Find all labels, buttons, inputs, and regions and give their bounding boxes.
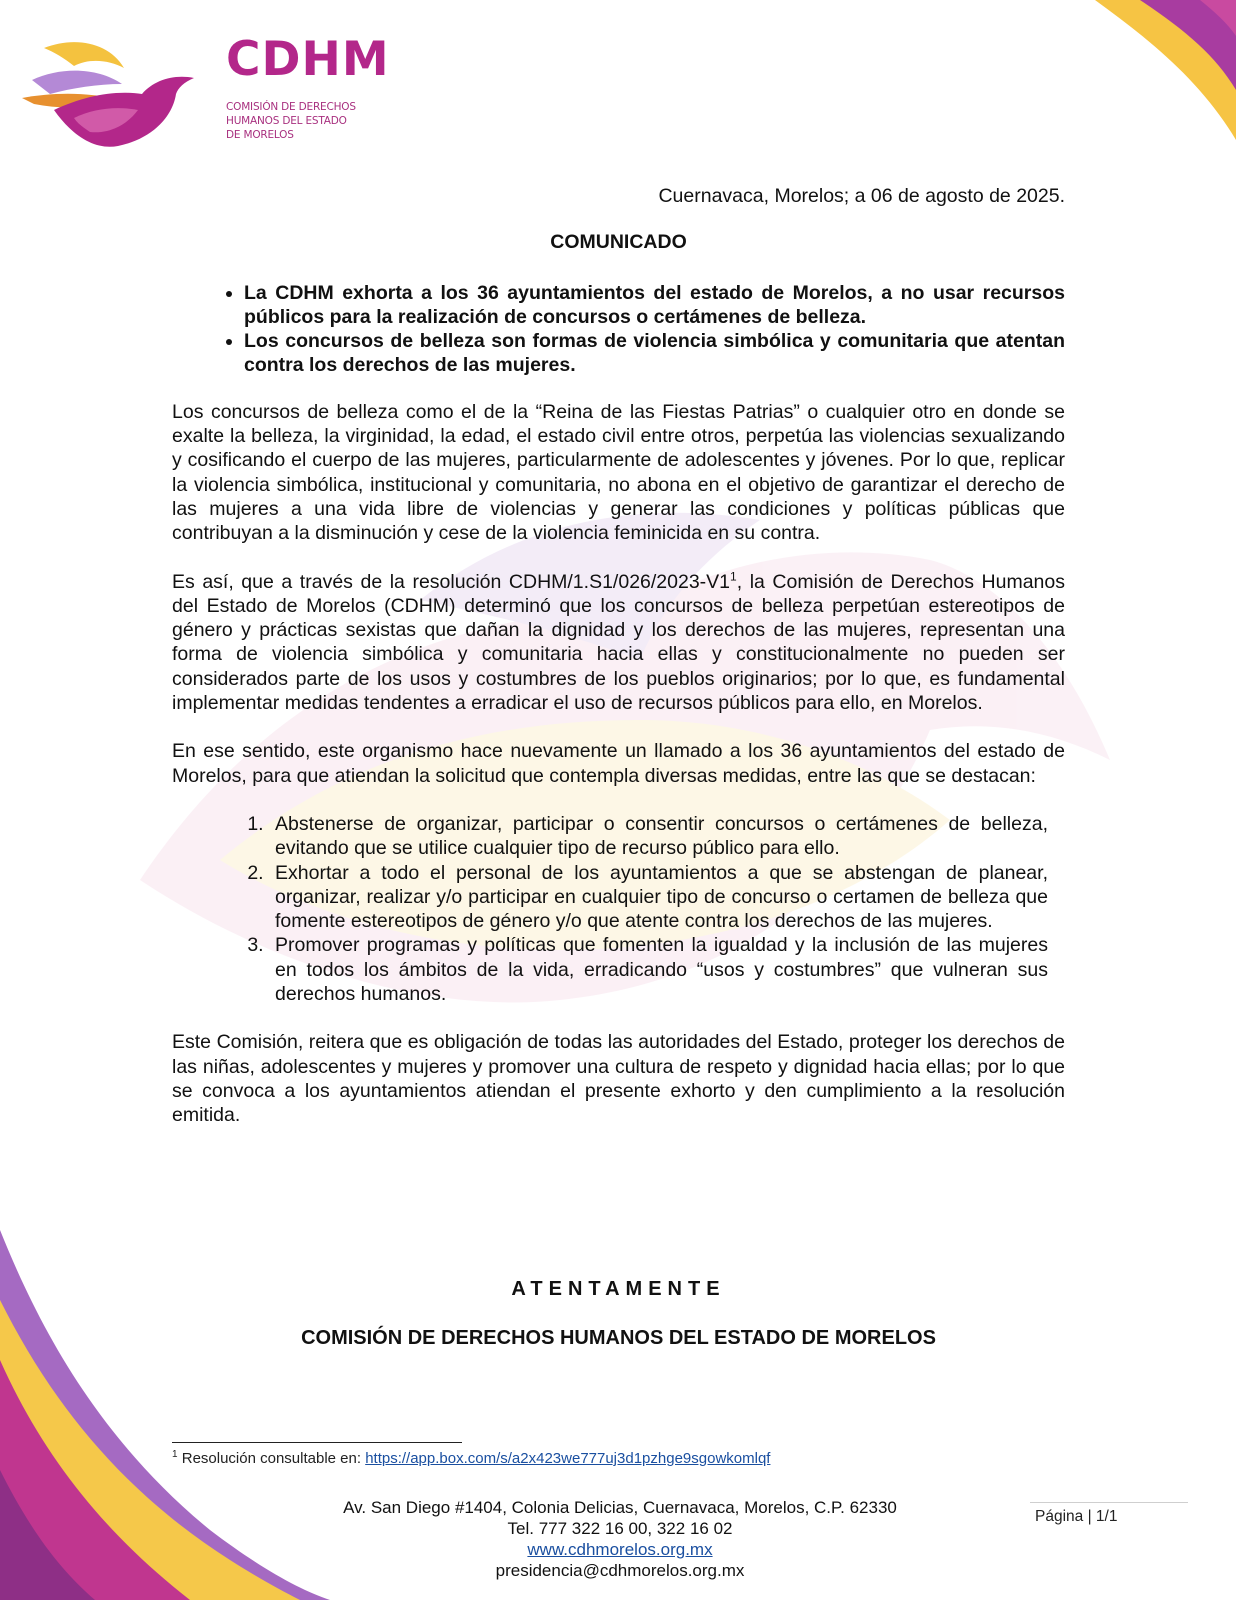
document-body bbox=[172, 184, 1065, 1128]
page-number: Página | 1/1 bbox=[1035, 1508, 1118, 1525]
paragraph-2 bbox=[172, 570, 1065, 716]
paragraph-1: Los concursos de belleza como el de la “Reina de las Fiestas Patrias” o cualquier otro en donde se exalte la belleza, la virginidad, la edad, el estado civil entre otros, perpetúa las violencias sexualizando y cosificando el cuerpo de las mujeres, particularmente de adolescentes y jóvenes. Por lo que, replicar la violencia simbólica, institucional y comunitaria, no abona en el objetivo de garantizar el derecho de las mujeres a una vida libre de violencias y generar las condiciones y políticas públicas que contribuyan a la disminución y cese de la violencia feminicida en su contra. bbox=[172, 400, 1065, 545]
footer-website-link[interactable]: www.cdhmorelos.org.mx bbox=[527, 1540, 713, 1559]
page-number-divider bbox=[1030, 1502, 1188, 1503]
footer-phone: Tel. 777 322 16 00, 322 16 02 bbox=[507, 1519, 733, 1538]
highlight-item: • Los concursos de belleza son formas de violencia simbólica y comunitaria que atentan contra los derechos de las mujeres. bbox=[244, 329, 1065, 378]
paragraph-4: Este Comisión, reitera que es obligación de todas las autoridades del Estado, proteger los derechos de las niñas, adolescentes y mujeres y promover una cultura de respeto y dignidad hacia ellas; por lo que se convoca a los ayuntamientos atiendan el presente exhorto y den cumplimiento a la resolución emitida. bbox=[172, 1031, 1065, 1127]
cdhm-logo bbox=[14, 32, 414, 156]
paragraph-2-text-cont: , la Comisión de Derechos Humanos del Estado de Morelos (CDHM) determinó que los concursos de belleza perpetúan estereotipos de género y prácticas sexistas que dañan la dignidad y los derechos de las mujeres, representan una forma de violencia simbólica y comunitaria hacia ellas y constitucionalmente no pueden ser considerados parte de los usos y costumbres de los pueblos originarios; por lo que, es fundamental implementar medidas tendentes a erradicar el uso de recursos públicos para ello, en Morelos. bbox=[172, 570, 1065, 715]
logo-subtitle-line: DE MORELOS bbox=[226, 129, 294, 141]
footer bbox=[280, 1497, 960, 1581]
logo-subtitle-line: COMISIÓN DE DERECHOS bbox=[226, 101, 356, 113]
footer-address: Av. San Diego #1404, Colonia Delicias, Cuernavaca, Morelos, C.P. 62330 bbox=[343, 1498, 897, 1517]
footnote-text: Resolución consultable en: bbox=[177, 1450, 366, 1467]
dove-logo-icon bbox=[14, 36, 214, 156]
date-line: Cuernavaca, Morelos; a 06 de agosto de 2025. bbox=[658, 185, 1065, 207]
paragraph-2-text: Es así, que a través de la resolución CDHM/1.S1/026/2023-V1 bbox=[172, 570, 731, 593]
footnote-divider bbox=[172, 1442, 462, 1443]
logo-subtitle-line: HUMANOS DEL ESTADO bbox=[226, 115, 347, 127]
paragraph-3: En ese sentido, este organismo hace nuevamente un llamado a los 36 ayuntamientos del estado de Morelos, para que atiendan la solicitud que contempla diversas medidas, entre las que se destacan: bbox=[172, 740, 1065, 787]
footer-email: presidencia@cdhmorelos.org.mx bbox=[495, 1561, 745, 1580]
footnote-link[interactable]: https://app.box.com/s/a2x423we777uj3d1pzhge9sgowkomlqf bbox=[365, 1450, 771, 1467]
document-heading: COMUNICADO bbox=[550, 231, 687, 254]
measures-list bbox=[172, 812, 1048, 1006]
closing-text: ATENTAMENTE bbox=[511, 1278, 726, 1300]
measure-item: 3. Promover programas y políticas que fomenten la igualdad y la inclusión de las mujeres en todos los ámbitos de la vida, erradicando “usos y costumbres” que vulneran sus derechos humanos. bbox=[269, 933, 1048, 1006]
measure-item: 2. Exhortar a todo el personal de los ayuntamientos a que se abstengan de planear, organizar, realizar y/o participar en cualquier tipo de concurso o certamen de belleza que fomente estereotipos de género y/o que atente contra los derechos de las mujeres. bbox=[269, 861, 1048, 934]
logo-subtitle bbox=[226, 100, 396, 142]
highlights-list bbox=[172, 281, 1065, 378]
signature-org: COMISIÓN DE DERECHOS HUMANOS DEL ESTADO DE MORELOS bbox=[301, 1327, 936, 1349]
footnote-ref[interactable]: 1 bbox=[730, 569, 737, 584]
measure-item: 1. Abstenerse de organizar, participar o consentir concursos o certámenes de belleza, evitando que se utilice cualquier tipo de recurso público para ello. bbox=[269, 812, 1048, 861]
footnote bbox=[172, 1450, 770, 1467]
highlight-item: • La CDHM exhorta a los 36 ayuntamientos del estado de Morelos, a no usar recursos públicos para la realización de concursos o certámenes de belleza. bbox=[244, 281, 1065, 330]
logo-title: CDHM bbox=[226, 32, 390, 87]
footnote-number: 1 bbox=[172, 1449, 178, 1460]
